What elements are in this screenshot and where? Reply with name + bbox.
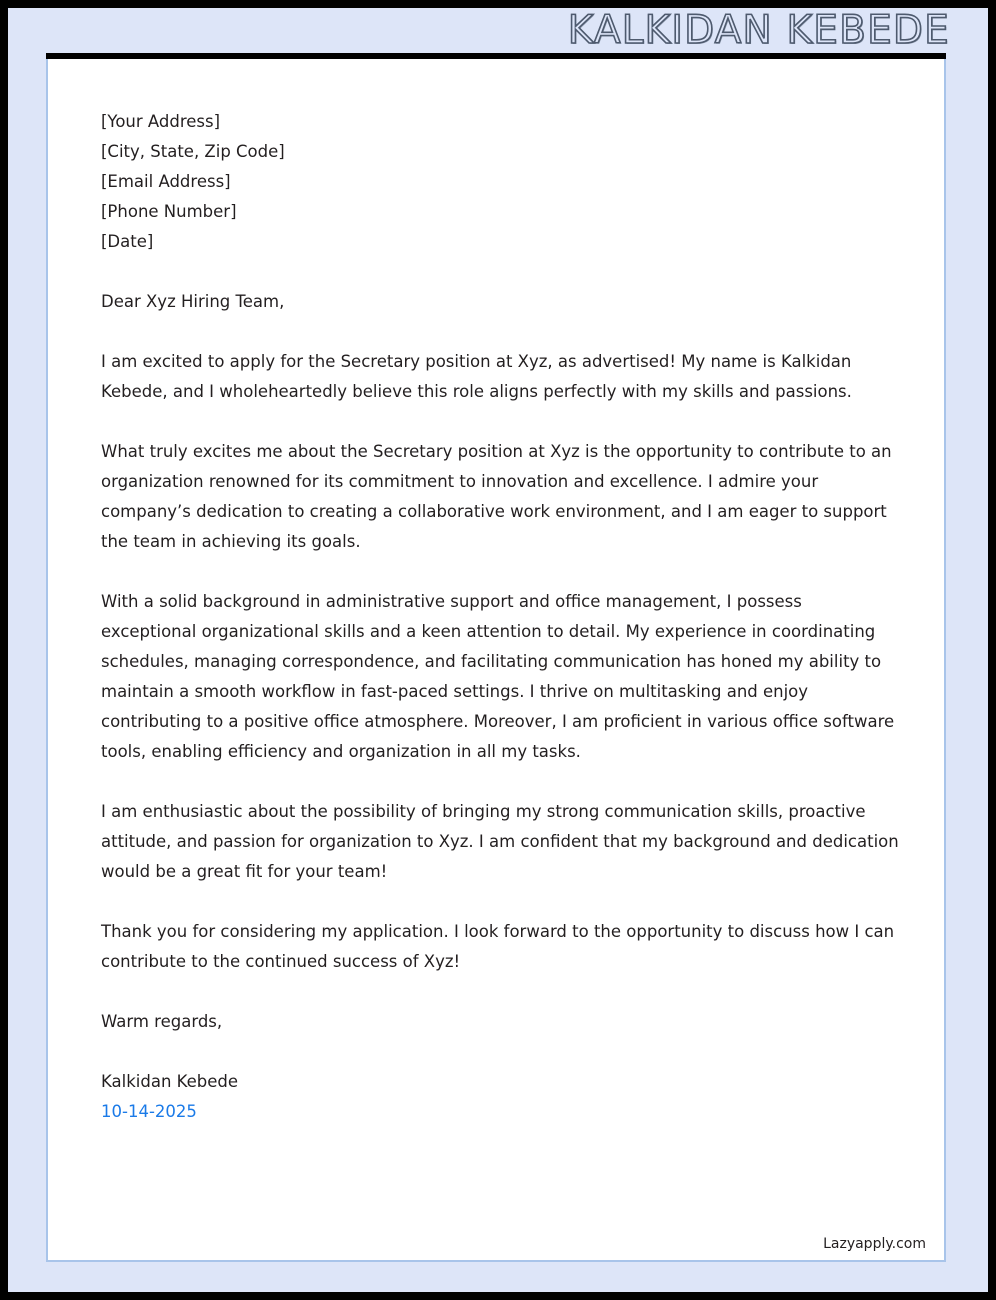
salutation: Dear Xyz Hiring Team,	[101, 292, 285, 311]
paragraph-intro: I am excited to apply for the Secretary position at Xyz, as advertised! My name is Kalkidan Kebede, and I wholeheartedly believe this role aligns perfectly with my skills and passions.	[101, 352, 852, 401]
letterhead-header	[8, 8, 988, 53]
applicant-name-heading: KALKIDAN KEBEDE	[567, 8, 950, 53]
cover-letter-page	[8, 8, 988, 1292]
letter-body	[101, 107, 901, 1127]
signature-name: Kalkidan Kebede	[101, 1072, 239, 1091]
footer-watermark: Lazyapply.com	[823, 1236, 926, 1252]
paragraph-closing-note: Thank you for considering my application. I look forward to the opportunity to discuss how I can contribute to the continued success of Xyz!	[101, 922, 895, 971]
letter-card	[46, 59, 946, 1262]
address-line-phone: [Phone Number]	[101, 202, 237, 221]
paragraph-experience: With a solid background in administrative support and office management, I possess exceptional organizational skills and a keen attention to detail. My experience in coordinating schedules, managing correspondence, and facilitating communication has honed my ability to maintain a smooth workflow in fast-paced settings. I thrive on multitasking and enjoy contributing to a positive office atmosphere. Moreover, I am proficient in various office software tools, enabling efficiency and organization in all my tasks.	[101, 592, 895, 761]
paragraph-enthusiasm: I am enthusiastic about the possibility of bringing my strong communication skills, proactive attitude, and passion for organization to Xyz. I am confident that my background and dedication would be a great fit for your team!	[101, 802, 899, 881]
signature-date: 10-14-2025	[101, 1102, 197, 1121]
address-line-street: [Your Address]	[101, 112, 221, 131]
address-line-date: [Date]	[101, 232, 154, 251]
sender-address-block	[101, 107, 901, 257]
closing-salutation: Warm regards,	[101, 1012, 223, 1031]
address-line-city: [City, State, Zip Code]	[101, 142, 285, 161]
paragraph-motivation: What truly excites me about the Secretary position at Xyz is the opportunity to contribute to an organization renowned for its commitment to innovation and excellence. I admire your company’s dedication to creating a collaborative work environment, and I am eager to support the team in achieving its goals.	[101, 442, 892, 551]
address-line-email: [Email Address]	[101, 172, 231, 191]
